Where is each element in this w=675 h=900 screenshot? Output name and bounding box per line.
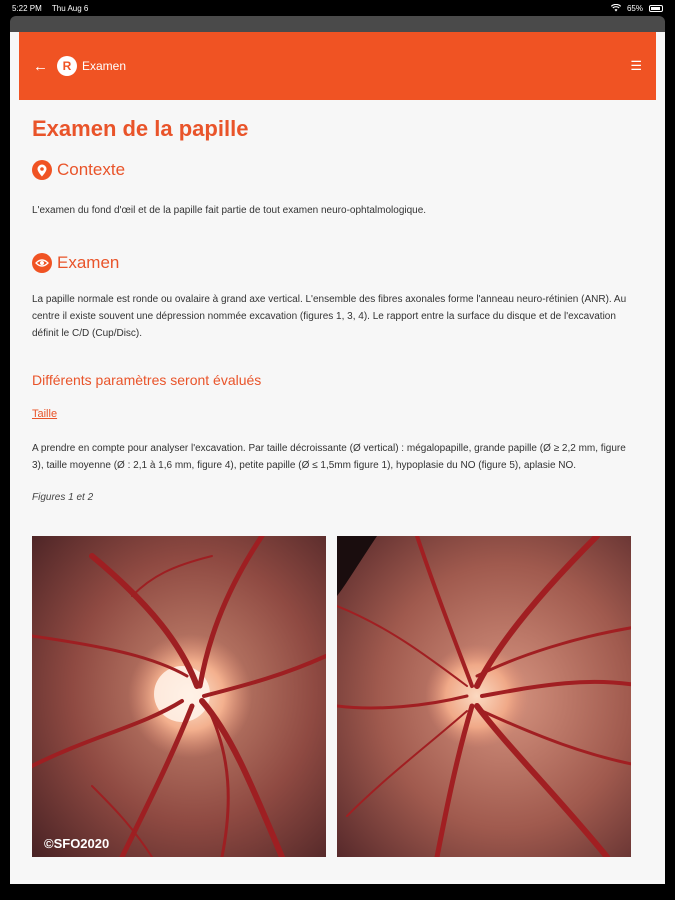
figure-2-fundus-image — [337, 536, 631, 857]
section-heading-contexte — [32, 160, 632, 180]
battery-percent: 65% — [626, 3, 643, 13]
window-bottom-bar — [10, 884, 665, 900]
back-arrow-icon[interactable]: ← — [33, 57, 48, 75]
main-content — [32, 100, 632, 503]
status-date: Thu Aug 6 — [51, 3, 89, 13]
section-title-contexte: Contexte — [57, 160, 126, 179]
status-right — [611, 4, 663, 13]
status-left — [12, 4, 96, 13]
section-heading-examen — [32, 253, 632, 273]
parameters-heading: Différents paramètres seront évalués — [32, 372, 262, 388]
figure-1-copyright: ©SFO2020 — [44, 836, 110, 851]
page-title: Examen de la papille — [32, 116, 249, 141]
status-time: 5:22 PM — [12, 3, 42, 13]
app-screen — [10, 32, 665, 884]
examen-text: La papille normale est ronde ou ovalaire à grand axe vertical. L'ensemble des fibres axonales forme l'anneau neuro-rétinien (ANR). Au centre il existe souvent une dépression nommée excavation (figures 1, 3, 4). Le rapport entre la surface du disque et de l'excavation définit le C/D (Cup/Disc). — [32, 294, 627, 339]
figure-1-fundus-image — [32, 536, 326, 857]
figures-caption: Figures 1 et 2 — [32, 492, 94, 503]
header-title: Examen — [82, 59, 127, 73]
status-bar — [0, 0, 675, 16]
contexte-text: L'examen du fond d'œil et de la papille fait partie de tout examen neuro-ophtalmologique. — [32, 205, 427, 216]
figures-row — [32, 536, 644, 858]
wifi-icon — [611, 4, 621, 12]
taille-link[interactable]: Taille — [32, 408, 58, 420]
app-logo-icon: R — [57, 56, 77, 76]
battery-icon — [649, 5, 663, 12]
eye-icon — [32, 253, 52, 273]
location-pin-icon — [32, 160, 52, 180]
app-header — [19, 32, 656, 100]
hamburger-menu-icon[interactable]: ☰ — [630, 58, 642, 73]
section-title-examen: Examen — [57, 253, 120, 272]
window-top-bar — [10, 16, 665, 32]
taille-text: A prendre en compte pour analyser l'excavation. Par taille décroissante (Ø vertical) : mégalopapille, grande papille (Ø ≥ 2,2 mm, figure 3), taille moyenne (Ø : 2,1 à 1,6 mm, figure 4), petite papille (Ø ≤ 1,5mm figure 1), hypoplasie du NO (figure 5), aplasie NO. — [32, 443, 626, 471]
